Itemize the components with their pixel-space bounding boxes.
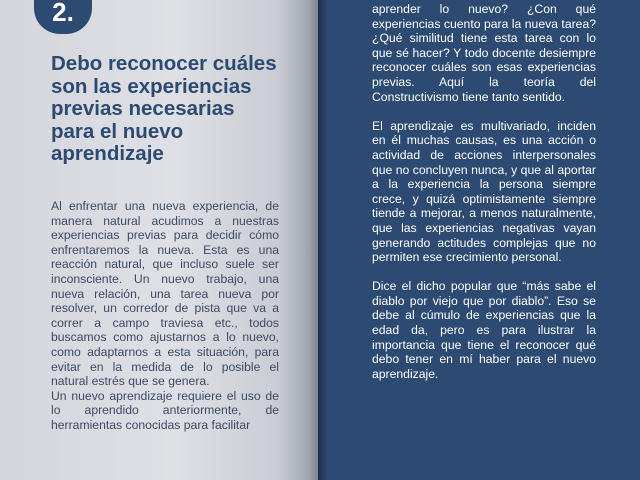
left-paragraph-2: Un nuevo aprendizaje requiere el uso de lo aprendido anteriormente, de herramientas conocidas para facilitar [51,388,279,432]
right-paragraph-2: El aprendizaje es multivariado, inciden en él muchas causas, es una acción o actividad de acciones interpersonales que no concluyen nunca, y que al aportar a la experiencia la persona siempre crece, y quizá optimistamente siempre tiende a mejorar, a menos naturalmente, que las experiencias negativas vayan generando actitudes complejas que no permiten ese crecimiento personal. [372,118,596,265]
section-number-badge: 2. [34,0,92,34]
section-heading: Debo reconocer cuáles son las experiencias previas necesarias para el nuevo aprendizaje [51,52,277,165]
left-body-text [51,199,279,433]
right-paragraph-3: Dice el dicho popular que “más sabe el diablo por viejo que por diablo”. Eso se debe al cúmulo de experiencias que la edad da, pero es para ilustrar la importancia que tiene el reconocer qué debo tener en mí haber para el nuevo aprendizaje. [372,279,596,381]
right-page [328,0,640,480]
left-page [0,0,318,480]
left-paragraph-1: Al enfrentar una nueva experiencia, de manera natural acudimos a nuestras experiencias previas para decidir cómo enfrentaremos la nueva. Esta es una reacción natural, que incluso suele ser inconsciente. Un nuevo trabajo, una nueva relación, una tarea nueva por resolver, un corredor de pista que va a correr a campo traviesa etc., todos buscamos como ajustarnos a lo nuevo, como adaptarnos a esta situación, para evitar en la medida de lo posible el natural estrés que se genera. [51,199,279,389]
right-paragraph-1: aprender lo nuevo? ¿Con qué experiencias cuento para la nueva tarea? ¿Qué similitud tiene esta tarea con lo que sé hacer? Y todo docente desiempre reconocer cuáles son esas experiencias previas. Aquí la teoría del Constructivismo tiene tanto sentido. [372,2,596,104]
book-spine [318,0,328,480]
right-body-text [372,2,596,396]
